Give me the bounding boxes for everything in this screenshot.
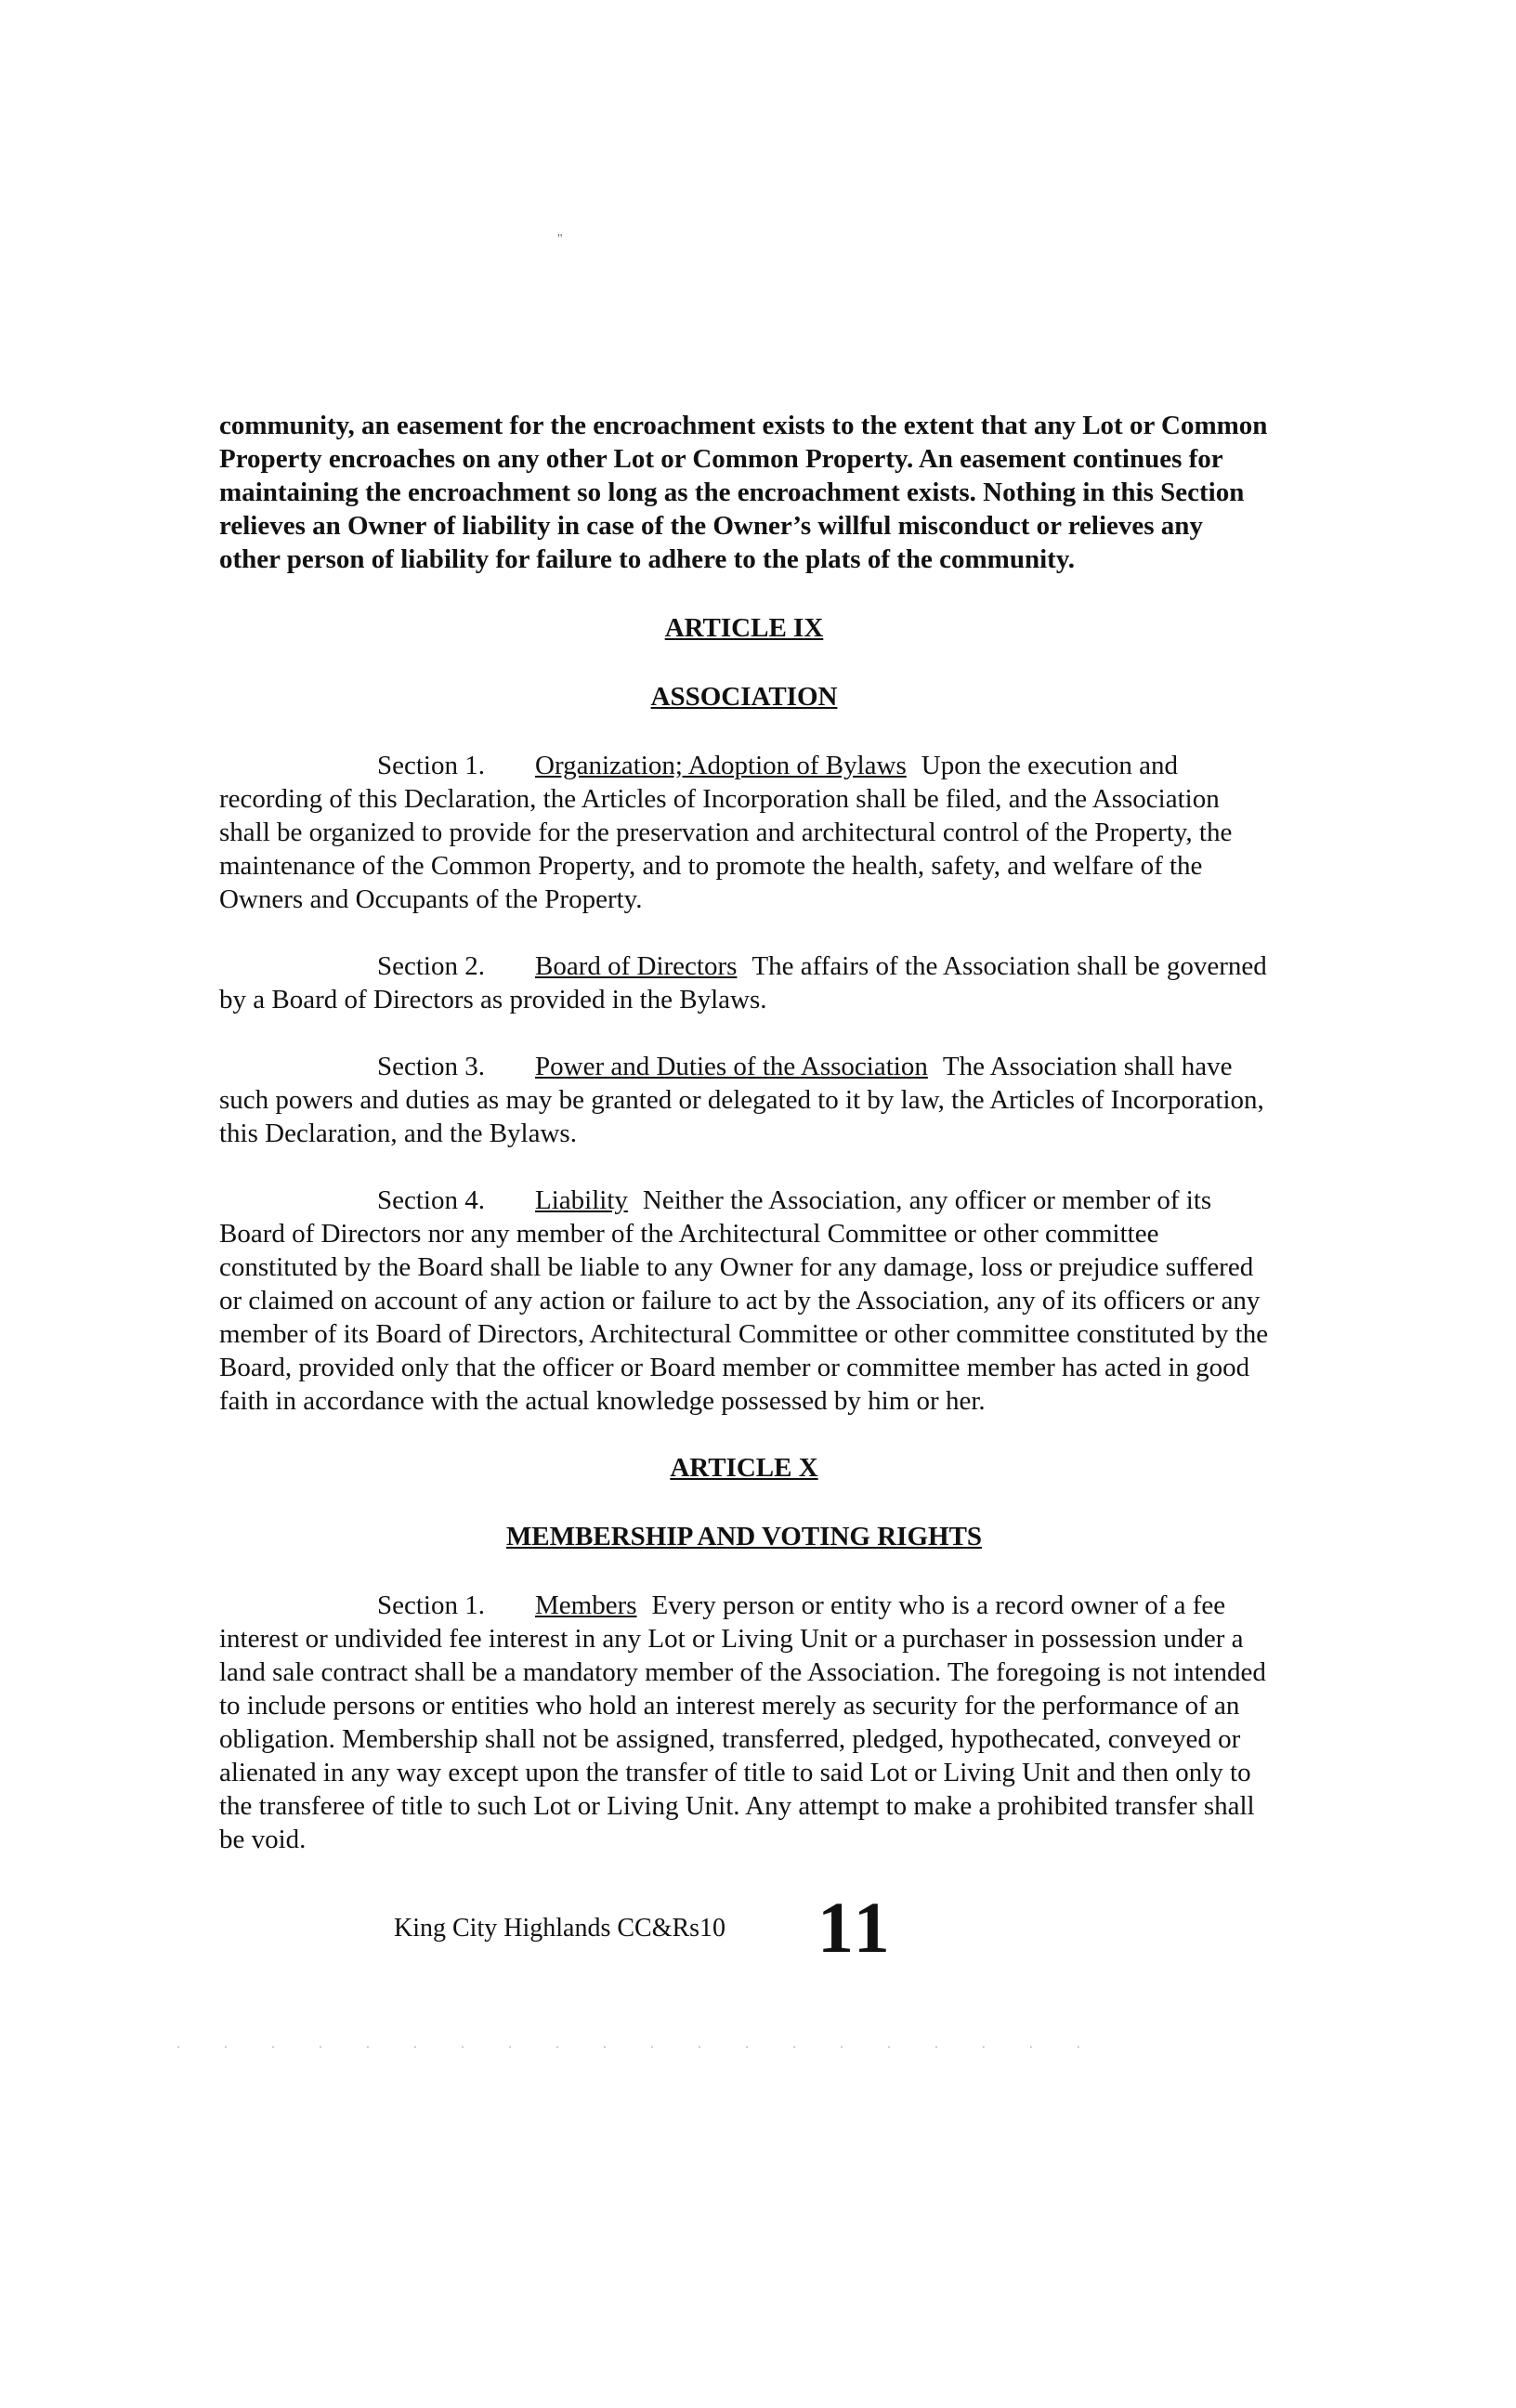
section-text: Every person or entity who is a record owner of a fee interest or undivided fee interest in any Lot or Living Unit or a purchaser in possession under a land sale contract shall be a mandatory member of the Association. The foregoing is not intended to include persons or entities who hold an interest merely as security for the performance of an obligation. Membership shall not be assigned, transferred, pledged, hypothecated, conveyed or alienated in any way except upon the transfer of title to said Lot or Living Unit and then only to the transferee of title to such Lot or Living Unit. Any attempt to make a prohibited transfer shall be void. xyxy=(219,1590,1266,1854)
section-title: Board of Directors xyxy=(535,951,738,981)
footer-document-name: King City Highlands CC&Rs10 xyxy=(394,1914,726,1943)
section-title: Liability xyxy=(535,1185,628,1215)
section-text: The affairs of the Association shall be governed by a Board of Directors as provided in the Bylaws. xyxy=(219,951,1267,1014)
section-label: Section 4. xyxy=(377,1185,485,1215)
article-ix-section-3 xyxy=(219,1050,1269,1150)
section-title: Organization; Adoption of Bylaws xyxy=(535,751,907,780)
section-title: Members xyxy=(535,1590,637,1620)
article-x-title: MEMBERSHIP AND VOTING RIGHTS xyxy=(505,1522,983,1551)
top-mark: " xyxy=(557,232,563,246)
scan-noise-divider: · · · · · · · · · · · · · · · · · · · · xyxy=(176,2040,1101,2053)
section-label: Section 3. xyxy=(377,1052,485,1081)
article-ix-title: ASSOCIATION xyxy=(650,682,838,712)
article-ix-heading: ARTICLE IX xyxy=(664,613,824,643)
article-ix-section-1 xyxy=(219,749,1269,916)
article-x-section-1 xyxy=(219,1589,1269,1856)
section-text: Neither the Association, any officer or member of its Board of Directors nor any member of the Architectural Committee or other committee constituted by the Board shall be liable to any Owner for any damage, loss or prejudice suffered or claimed on account of any action or failure to act by the Association, any of its officers or any member of its Board of Directors, Architectural Committee or other committee constituted by the Board, provided only that the officer or Board member or committee member has acted in good faith in accordance with the actual knowledge possessed by him or her. xyxy=(219,1185,1269,1416)
section-text: The Association shall have such powers and duties as may be granted or delegated to it by law, the Articles of Incorporation, this Declaration, and the Bylaws. xyxy=(219,1052,1264,1148)
section-text: Upon the execution and recording of this Declaration, the Articles of Incorporation shall be filed, and the Association shall be organized to provide for the preservation and architectural control of the Property, the maintenance of the Common Property, and to promote the health, safety, and welfare of the Owners and Occupants of the Property. xyxy=(219,751,1233,914)
section-label: Section 1. xyxy=(377,1590,485,1620)
page-number: 11 xyxy=(817,1887,894,1968)
section-title: Power and Duties of the Association xyxy=(535,1052,928,1081)
article-ix-section-4 xyxy=(219,1184,1269,1418)
section-label: Section 2. xyxy=(377,951,485,981)
article-ix-section-2 xyxy=(219,949,1269,1016)
document-body xyxy=(219,409,1269,1890)
article-x-heading: ARTICLE X xyxy=(670,1453,818,1483)
intro-paragraph: community, an easement for the encroachment exists to the extent that any Lot or Common Property encroaches on any other Lot or Common Property. An easement continues for maintaining the encroachment so long as the encroachment exists. Nothing in this Section relieves an Owner of liability in case of the Owner’s willful misconduct or relieves any other person of liability for failure to adhere to the plats of the community. xyxy=(219,411,1268,574)
section-label: Section 1. xyxy=(377,751,485,780)
